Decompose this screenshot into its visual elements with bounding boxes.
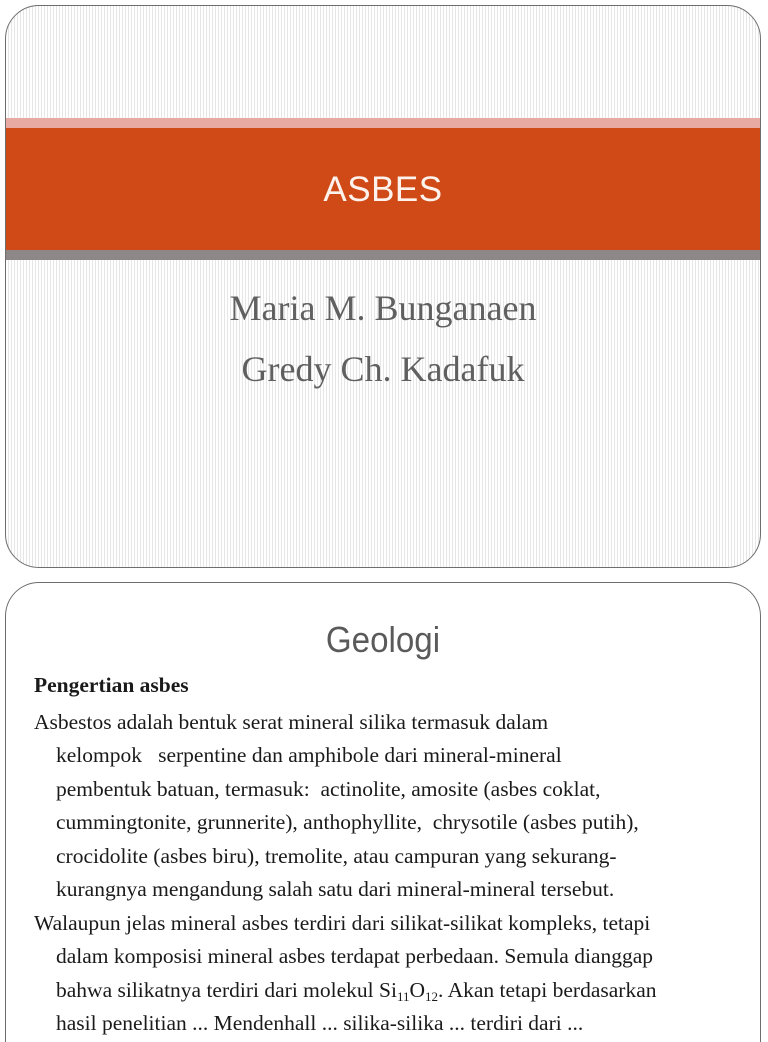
text-line: kurangnya mengandung salah satu dari mineral-mineral tersebut. bbox=[56, 877, 615, 901]
subscript: 12 bbox=[425, 988, 438, 1004]
slide-title: Geologi bbox=[325, 619, 441, 660]
text-fragment: . Akan tetapi berdasarkan bbox=[438, 977, 657, 1002]
text-line-clipped: hasil penelitian ... Mendenhall ... silika-silika ... terdiri dari ... bbox=[56, 1011, 584, 1035]
slide-body bbox=[34, 669, 750, 1041]
text-line: dalam komposisi mineral asbes terdapat perbedaan. Semula dianggap bbox=[56, 944, 654, 968]
title-band-top-accent bbox=[6, 118, 760, 128]
text-line: kelompok serpentine dan amphibole dari mineral-mineral bbox=[56, 743, 562, 767]
paragraph bbox=[34, 907, 750, 1041]
author-name: Gredy Ch. Kadafuk bbox=[241, 349, 525, 389]
text-line: crocidolite (asbes biru), tremolite, atau campuran yang sekurang- bbox=[56, 843, 617, 868]
text-line: Asbestos adalah bentuk serat mineral silika termasuk dalam bbox=[34, 709, 549, 734]
author-name: Maria M. Bunganaen bbox=[229, 288, 537, 328]
paragraph bbox=[34, 706, 750, 907]
title-slide[interactable] bbox=[5, 5, 761, 568]
text-line: cummingtonite, grunnerite), anthophyllite, chrysotile (asbes putih), bbox=[56, 810, 639, 834]
text-fragment: bahwa silikatnya terdiri dari molekul Si bbox=[56, 977, 397, 1002]
authors-block bbox=[6, 278, 760, 400]
text-fragment: O bbox=[409, 977, 425, 1002]
text-line: pembentuk batuan, termasuk: actinolite, amosite (asbes coklat, bbox=[56, 776, 601, 801]
text-line: Walaupun jelas mineral asbes terdiri dari silikat-silikat kompleks, tetapi bbox=[34, 910, 651, 935]
slide-title: ASBES bbox=[323, 170, 443, 209]
title-band bbox=[6, 128, 760, 250]
title-band-bottom-accent bbox=[6, 250, 760, 260]
subscript: 11 bbox=[396, 988, 410, 1004]
formula-line bbox=[56, 974, 750, 1008]
section-heading: Pengertian asbes bbox=[34, 673, 189, 697]
content-slide[interactable] bbox=[5, 582, 761, 1042]
